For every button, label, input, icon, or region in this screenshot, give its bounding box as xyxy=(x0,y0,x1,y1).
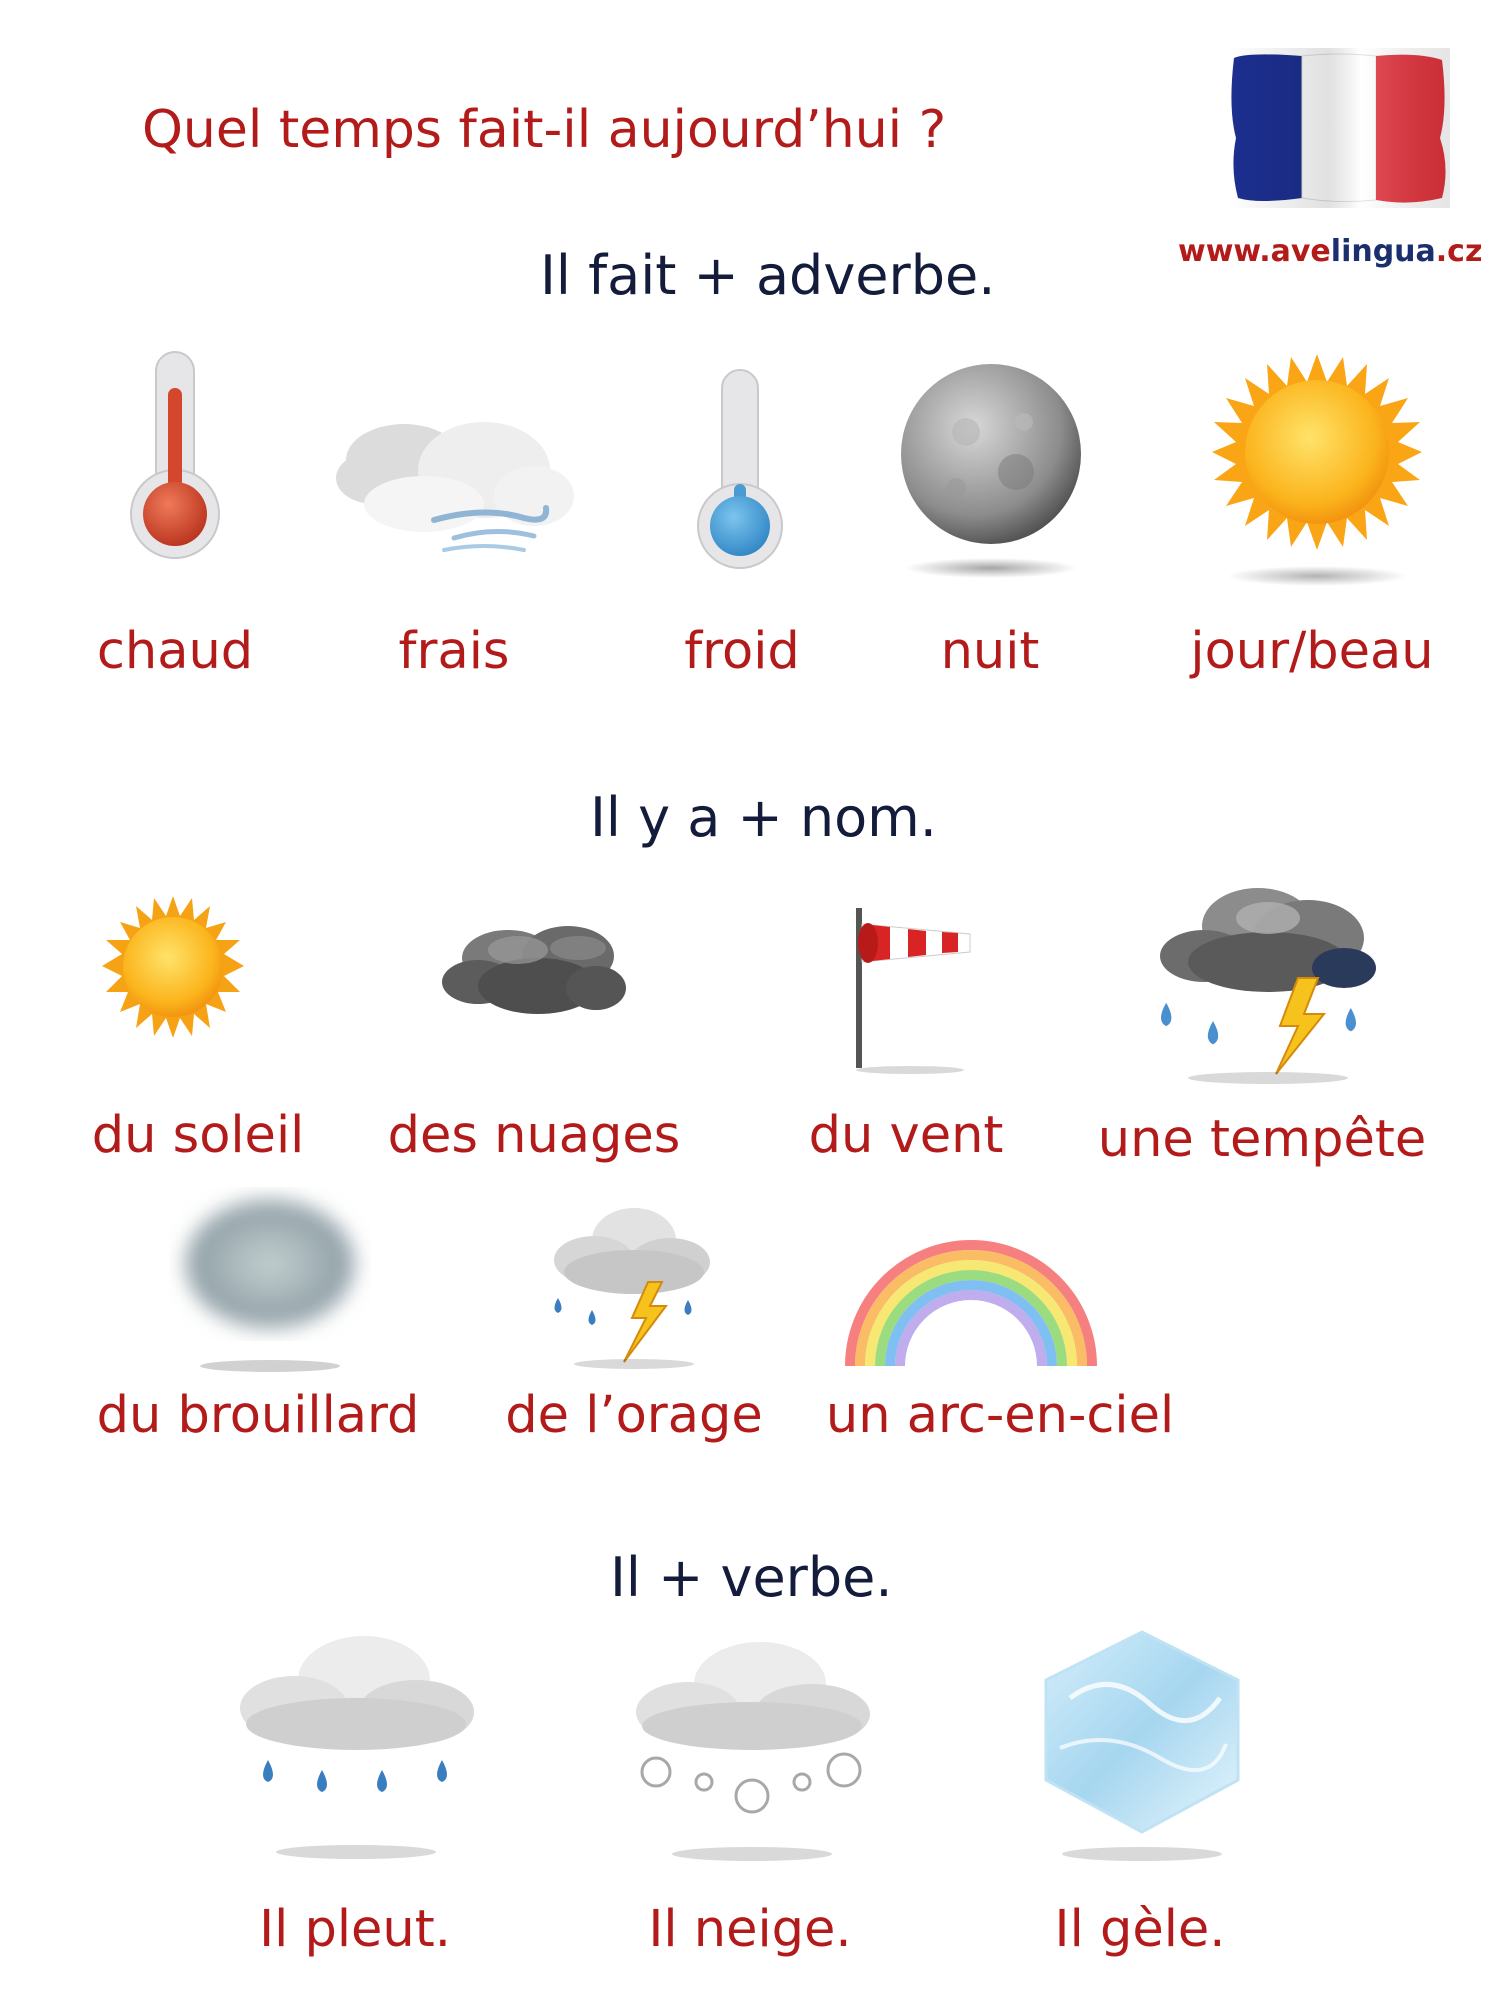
section-heading-verb: Il + verbe. xyxy=(610,1546,893,1609)
page-title: Quel temps fait-il aujourd’hui ? xyxy=(142,100,947,160)
label-frais: frais xyxy=(398,622,510,681)
label-un-arc-en-ciel: un arc-en-ciel xyxy=(825,1386,1175,1445)
snow-cloud-icon xyxy=(622,1632,882,1864)
label-des-nuages: des nuages xyxy=(387,1106,681,1165)
website-link[interactable] xyxy=(1178,234,1482,269)
section-heading-noun: Il y a + nom. xyxy=(590,786,937,849)
label-du-soleil: du soleil xyxy=(91,1106,305,1165)
rainbow-icon xyxy=(842,1220,1100,1370)
website-part1: ave xyxy=(1270,234,1331,269)
fog-icon xyxy=(150,1178,386,1378)
sun-icon xyxy=(1212,352,1422,592)
sun-icon xyxy=(100,894,246,1044)
cloud-wind-icon xyxy=(334,400,580,560)
label-une-tempete: une tempête xyxy=(1097,1110,1427,1169)
label-il-gele: Il gèle. xyxy=(1054,1900,1226,1959)
label-du-brouillard: du brouillard xyxy=(96,1386,420,1445)
label-il-neige: Il neige. xyxy=(648,1900,852,1959)
label-il-pleut: Il pleut. xyxy=(259,1900,451,1959)
rain-cloud-icon xyxy=(226,1624,486,1864)
french-flag-icon xyxy=(1228,48,1450,208)
label-jour-beau: jour/beau xyxy=(1190,622,1434,681)
label-de-l-orage: de l’orage xyxy=(505,1386,763,1445)
thunderstorm-icon xyxy=(538,1200,718,1370)
moon-icon xyxy=(896,362,1086,582)
thermometer-cold-icon xyxy=(690,364,790,576)
section-heading-adverb: Il fait + adverbe. xyxy=(540,244,996,307)
dark-clouds-icon xyxy=(438,916,628,1032)
storm-icon xyxy=(1148,878,1380,1088)
website-prefix: www. xyxy=(1178,234,1271,269)
ice-cube-icon xyxy=(1040,1628,1244,1864)
website-part2: lingua xyxy=(1330,234,1436,269)
label-du-vent: du vent xyxy=(808,1106,1004,1165)
label-nuit: nuit xyxy=(940,622,1040,681)
windsock-icon xyxy=(850,904,980,1074)
label-froid: froid xyxy=(684,622,800,681)
label-chaud: chaud xyxy=(96,622,254,681)
website-suffix: .cz xyxy=(1435,234,1483,269)
thermometer-hot-icon xyxy=(120,346,230,566)
